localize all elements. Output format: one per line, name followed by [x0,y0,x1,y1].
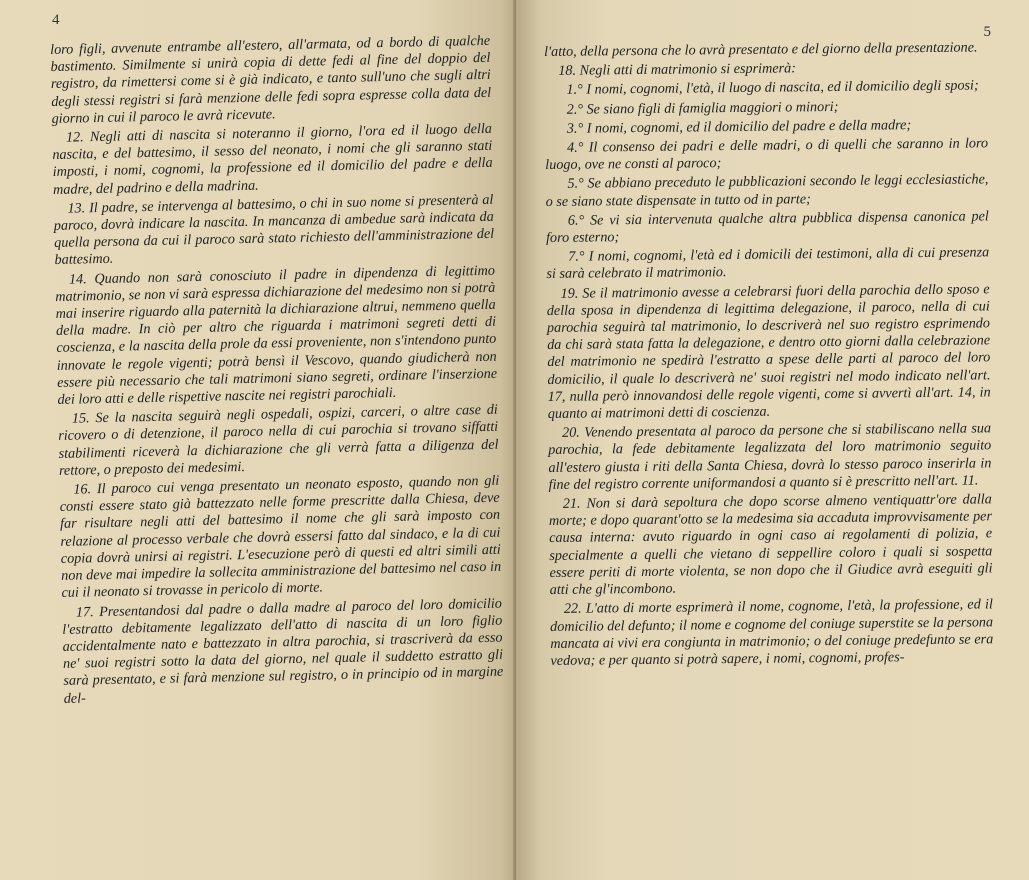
left-page-text [50,33,504,708]
paragraph: l'atto, della persona che lo avrà presentato e del giorno della presentazione. [544,39,978,60]
paragraph: loro figli, avvenute entrambe all'estero, all'armata, od a bordo di qualche bastimento. Similmente si unirà copia di dette fedi al fine del doppio del registro, da rimettersi come si è già indicato, e tanto sull'uno che sugli altri degli stessi registri si farà menzione delle fedi sopra espresse colla data del giorno in cui il paroco le avrà ricevute. [50,32,492,127]
paragraph: 22. L'atto di morte esprimerà il nome, cognome, l'età, la professione, ed il domicilio del defunto; il nome e cognome del coniuge superstite se la persona mancata ai vivi era congiunta in matrimonio; o del coniuge predefunto se era vedova; e per quanto si potrà sapere, i nomi, cognomi, profes- [550,596,994,669]
list-item: 3.° I nomi, cognomi, ed il domicilio del padre e della madre; [566,116,912,137]
paragraph: 12. Negli atti di nascita si noteranno il giorno, l'ora ed il luogo della nascita, e del battesimo, il sesso del neonato, i nomi che gli saranno stati imposti, i nomi, cognomi, la professione ed il domicilio del padre e della madre, del padrino e della madrina. [52,120,493,198]
list-item: 6.° Se vi sia intervenuta qualche altra pubblica dispensa canonica pel foro esterno; [545,208,989,247]
paragraph: 13. Il padre, se intervenga al battesimo, o chi in suo nome si presenterà al paroco, dovrà indicare la nascita. In mancanza di ambedue sarà indicata da quella persona da cui il paroco sarà stato richiesto dell'amministrazione del battesimo. [53,191,495,269]
paragraph: 21. Non si darà sepoltura che dopo scorse almeno ventiquattr'ore dalla morte; e dopo quarant'otto se la medesima sia accaduta improvvisamente per causa interna: avuto riguardo in ogni caso ai regolamenti di polizia, e specialmente a quelli che vietano di seppellire coloro i quali si sospetta essere periti di morte violenta, se non dopo che il Giudice avrà eseguiti gli atti che gl'incombono. [548,491,993,599]
list-item: 4.° Il consenso dei padri e delle madri, o di quelli che saranno in loro luogo, ove ne consti al paroco; [545,135,989,174]
paragraph: 19. Se il matrimonio avesse a celebrarsi fuori della parochia dello sposo e della sposa in dipendenza di legittima delegazione, il paroco, nella di cui parochia seguirà tal matrimonio, lo descriverà nel suo registro esprimendo da chi sarà stata fatta la delegazione, e dentro otto giorni dalla celebrazione del matrimonio ne spedirà l'estratto a spese delle parti al paroco del loro domicilio, il quale lo descriverà ne' suoi registri nel modo indicato nell'art. 17, nulla però innovandosi delle regole vigenti, come si avvertì all'art. 14, in quanto ai matrimoni detti di coscienza. [546,280,991,423]
paragraph: 18. Negli atti di matrimonio si esprimerà: [558,60,796,80]
left-page-number: 4 [52,12,60,28]
paragraph: 16. Il paroco cui venga presentato un neonato esposto, quando non gli consti essere stato già battezzato nelle forme prescritte dalla Chiesa, deve far risultare negli atti del battesimo il nome che gli sarà imposto con relazione al processo verbale che dovrà essersi fatto dal sindaco, e la di cui copia dovrà unirsi ai registri. L'esecuzione però di questi ed altri simili atti non deve mai impedire la sollecita amministrazione del battesimo nel caso in cui il neonato si trovasse in pericolo di morte. [59,472,502,602]
right-page-text [544,39,994,670]
list-item: 1.° I nomi, cognomi, l'età, il luogo di nascita, ed il domicilio degli sposi; [566,77,979,99]
paragraph: 14. Quando non sarà conosciuto il padre in dipendenza di legittimo matrimonio, se non vi sarà espressa dichiarazione del medesimo non si potrà mai inserire riguardo alla paternità la dichiarazione altrui, nemmeno quella della madre. In ciò per altro che riguarda i matrimoni segreti detti di coscienza, e la nascita della prole da essi proveniente, non s'intendono punto innovate le regole vigenti; potrà bensì il Vescovo, quando giudicherà non essere più necessario che tali matrimoni siano segreti, ordinare l'inserzione dei loro atti e delle rispettive nascite nei registri parochiali. [55,262,498,408]
list-item: 5.° Se abbiano preceduto le pubblicazioni secondo le leggi ecclesiastiche, o se siano state dispensate in tutto od in parte; [545,171,989,210]
paragraph: 15. Se la nascita seguirà negli ospedali, ospizi, carceri, o altre case di ricovero o di detenzione, il paroco nella di cui parochia si trovano siffatti stabilimenti riceverà la dichiarazione che gli verrà fatta a diligenza del rettore, o preposto dei medesimi. [58,401,499,479]
list-item: 7.° I nomi, cognomi, l'età ed i domicili dei testimoni, alla di cui presenza si sarà celebrato il matrimonio. [546,244,990,283]
paragraph: 20. Venendo presentata al paroco da persone che si stabiliscano nella sua parochia, la fede debitamente legalizzata del loro matrimonio seguito all'estero giusta i riti della Santa Chiesa, dovrà lo stesso paroco inserirla in fine del registro corrente uniformandosi a quanto si è prescritto nell'art. 11. [548,420,992,493]
paragraph: 17. Presentandosi dal padre o dalla madre al paroco del loro domicilio l'estratto debitamente legalizzato dell'atto di nascita di un loro figlio accidentalmente nato e battezzato in altra parochia, si trascriverà da esso ne' suoi registri sotto la data del giorno, nel quale il suddetto estratto gli sarà presentato, e si farà menzione sul registro, o in principio od in margine del- [62,595,504,707]
right-page [516,0,1029,880]
right-page-number: 5 [983,24,991,40]
list-item: 2.° Se siano figli di famiglia maggiori o minori; [566,98,839,118]
